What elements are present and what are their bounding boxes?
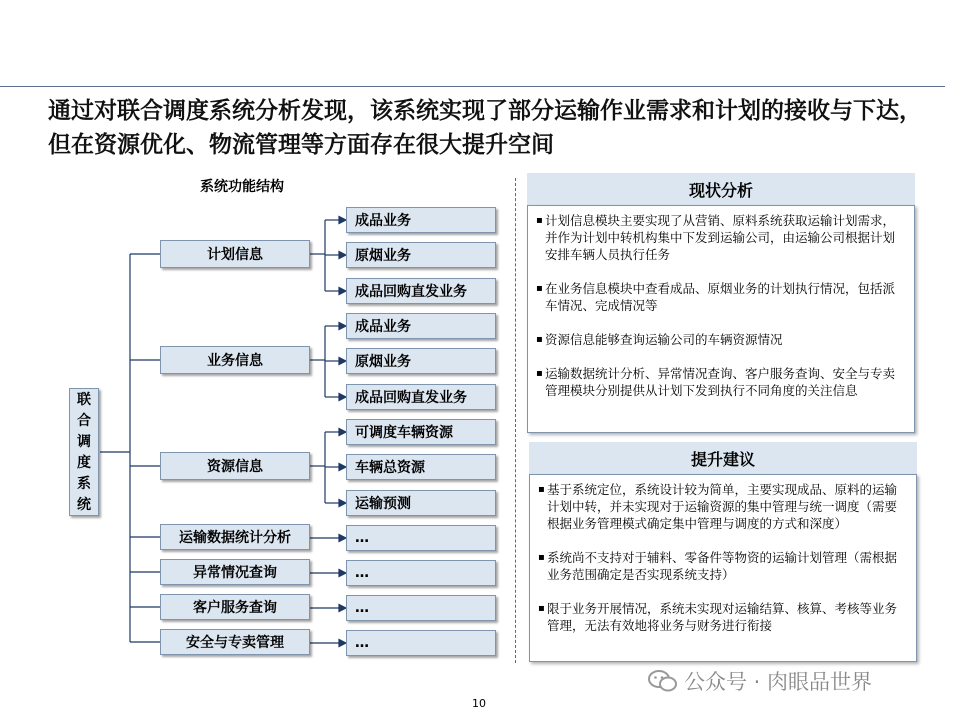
root-char: 度	[77, 455, 91, 471]
module-safety-monopoly-mgmt: 安全与专卖管理	[160, 629, 310, 655]
child-ellipsis: …	[346, 560, 496, 586]
child-raw-tobacco: 原烟业务	[346, 348, 496, 374]
page-title: 通过对联合调度系统分析发现，该系统实现了部分运输作业需求和计划的接收与下达，但在资源优化、物流管理等方面存在很大提升空间	[48, 98, 922, 158]
diagram-subtitle: 系统功能结构	[200, 179, 284, 195]
child-ellipsis: …	[346, 595, 496, 621]
watermark-text: 公众号 · 肉眼品世界	[684, 670, 873, 694]
module-transport-statistics: 运输数据统计分析	[160, 524, 310, 550]
wechat-icon	[648, 669, 678, 693]
status-analysis-heading: 现状分析	[527, 173, 915, 205]
improvement-item: ▪ 限于业务开展情况，系统未实现对运输结算、核算、考核等业务管理，无法有效地将业务与财务进行衔接	[538, 600, 906, 634]
status-item: ▪ 计划信息模块主要实现了从营销、原料系统获取运输计划需求，并作为计划中转机构集中下发到运输公司，由运输公司根据计划安排车辆人员执行任务	[536, 212, 904, 263]
child-raw-tobacco: 原烟业务	[346, 242, 496, 268]
module-customer-service-query: 客户服务查询	[160, 594, 310, 620]
root-char: 合	[77, 413, 91, 429]
root-char: 调	[77, 434, 91, 450]
module-business-info: 业务信息	[160, 346, 310, 374]
child-ellipsis: …	[346, 525, 496, 551]
improvement-item: ▪ 基于系统定位，系统设计较为简单，主要实现成品、原料的运输计划中转，并未实现对于运输资源的集中管理与统一调度（需要根据业务管理模式确定集中管理与调度的方式和深度）	[538, 481, 906, 532]
improvement-panel	[529, 474, 917, 662]
child-ellipsis: …	[346, 630, 496, 656]
status-item: ▪ 资源信息能够查询运输公司的车辆资源情况	[536, 331, 904, 348]
watermark	[648, 666, 872, 696]
status-item: ▪ 在业务信息模块中查看成品、原烟业务的计划执行情况，包括派车情况、完成情况等	[536, 280, 904, 314]
child-finished-goods: 成品业务	[346, 313, 496, 339]
root-char: 系	[77, 476, 91, 492]
improvement-item: ▪ 系统尚不支持对于辅料、零备件等物资的运输计划管理（需根据业务范围确定是否实现系统支持）	[538, 549, 906, 583]
page-number: 10	[472, 697, 486, 710]
root-char: 统	[77, 497, 91, 513]
root-node-joint-dispatch-system	[69, 388, 99, 516]
child-finished-goods: 成品业务	[346, 207, 496, 233]
module-resource-info: 资源信息	[160, 452, 310, 480]
root-char: 联	[77, 392, 91, 408]
status-analysis-panel	[527, 205, 915, 433]
status-item: ▪ 运输数据统计分析、异常情况查询、客户服务查询、安全与专卖管理模块分别提供从计划下发到执行不同角度的关注信息	[536, 365, 904, 399]
child-buyback-direct: 成品回购直发业务	[346, 278, 496, 304]
improvement-heading: 提升建议	[529, 442, 917, 474]
module-exception-query: 异常情况查询	[160, 559, 310, 585]
module-plan-info: 计划信息	[160, 240, 310, 268]
child-transport-forecast: 运输预测	[346, 490, 496, 516]
child-dispatchable-vehicles: 可调度车辆资源	[346, 419, 496, 445]
child-buyback-direct: 成品回购直发业务	[346, 384, 496, 410]
child-total-vehicles: 车辆总资源	[346, 454, 496, 480]
dashed-divider	[515, 178, 516, 663]
